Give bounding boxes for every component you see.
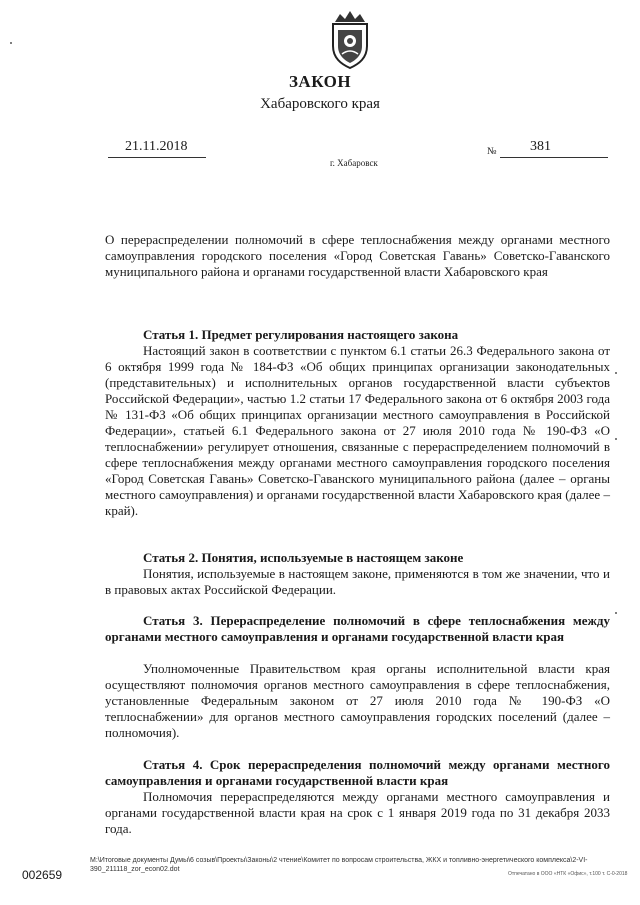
article-3-text: Уполномоченные Правительством края органы исполнительной власти края осуществляют полномочия органов местного самоуправления в сфере теплоснабжения, установленные Федеральным законом от 27 июля 2010 года № 190-ФЗ «О теплоснабжении» для органов местного самоуправления городских поселений (далее – полномочия). xyxy=(105,661,610,740)
coat-of-arms-emblem xyxy=(325,8,375,70)
number-underline xyxy=(500,157,608,158)
article-1-text: Настоящий закон в соответствии с пунктом 6.1 статьи 26.3 Федерального закона от 6 октября 1999 года № 184-ФЗ «Об общих принципах организации законодательных (представительных) и исполнительных органов государственной власти субъектов Российской Федерации», частью 1.2 статьи 17 Федерального закона от 6 октября 2003 года № 131-ФЗ «Об общих принципах организации местного самоуправления в Российской Федерации», статьей 6.1 Федерального закона от 27 июля 2010 года № 190-ФЗ «О теплоснабжении» регулирует отношения, связанные с перераспределением полномочий в сфере теплоснабжения между органами местного самоуправления городского поселения «Город Советская Гавань» Советско-Гаванского муниципального района (далее – органы местного самоуправления) и органами государственной власти Хабаровского края (далее – край). xyxy=(105,343,610,518)
print-stamp: Отпечатано в ООО «НТК «Офис», т.100 т. С-0-2018 xyxy=(508,871,628,877)
document-code: 002659 xyxy=(22,868,63,882)
date-underline xyxy=(108,157,206,158)
scan-speck xyxy=(615,372,617,374)
number-sign: № xyxy=(487,146,497,157)
article-3-heading: Статья 3. Перераспределение полномочий в сфере теплоснабжения между органами местного самоуправления и органами государственной власти края xyxy=(105,613,610,644)
document-subtitle: Хабаровского края xyxy=(260,96,380,112)
scan-speck xyxy=(615,612,617,614)
article-1-heading: Статья 1. Предмет регулирования настоящего закона xyxy=(143,327,459,342)
file-path-footer: M:\Итоговые документы Думы\6 созыв\Проекты\Законы\2 чтение\Комитет по вопросам строительства, ЖКХ и топливно-энергетического комплекса\2-VI-390_211118_zor_econ02.dot xyxy=(90,857,588,873)
article-2-text: Понятия, используемые в настоящем законе, применяются в том же значении, что и в правовых актах Российской Федерации. xyxy=(105,566,610,597)
document-date: 21.11.2018 xyxy=(125,139,188,154)
document-number: 381 xyxy=(530,139,551,154)
document-title: ЗАКОН xyxy=(288,72,352,91)
law-title: О перераспределении полномочий в сфере теплоснабжения между органами местного самоуправления городского поселения «Город Советская Гавань» Советско-Гаванского муниципального района и органами государственной власти Хабаровского края xyxy=(105,232,610,279)
scan-speck xyxy=(615,438,617,440)
article-4-heading: Статья 4. Срок перераспределения полномочий между органами местного самоуправления и органами государственной власти края xyxy=(105,757,610,788)
city-label: г. Хабаровск xyxy=(330,158,378,168)
article-4-text: Полномочия перераспределяются между органами местного самоуправления и органами государственной власти края на срок с 1 января 2019 года по 31 декабря 2033 года. xyxy=(105,789,610,836)
scan-speck xyxy=(10,42,12,44)
article-2-heading: Статья 2. Понятия, используемые в настоящем законе xyxy=(143,550,464,565)
